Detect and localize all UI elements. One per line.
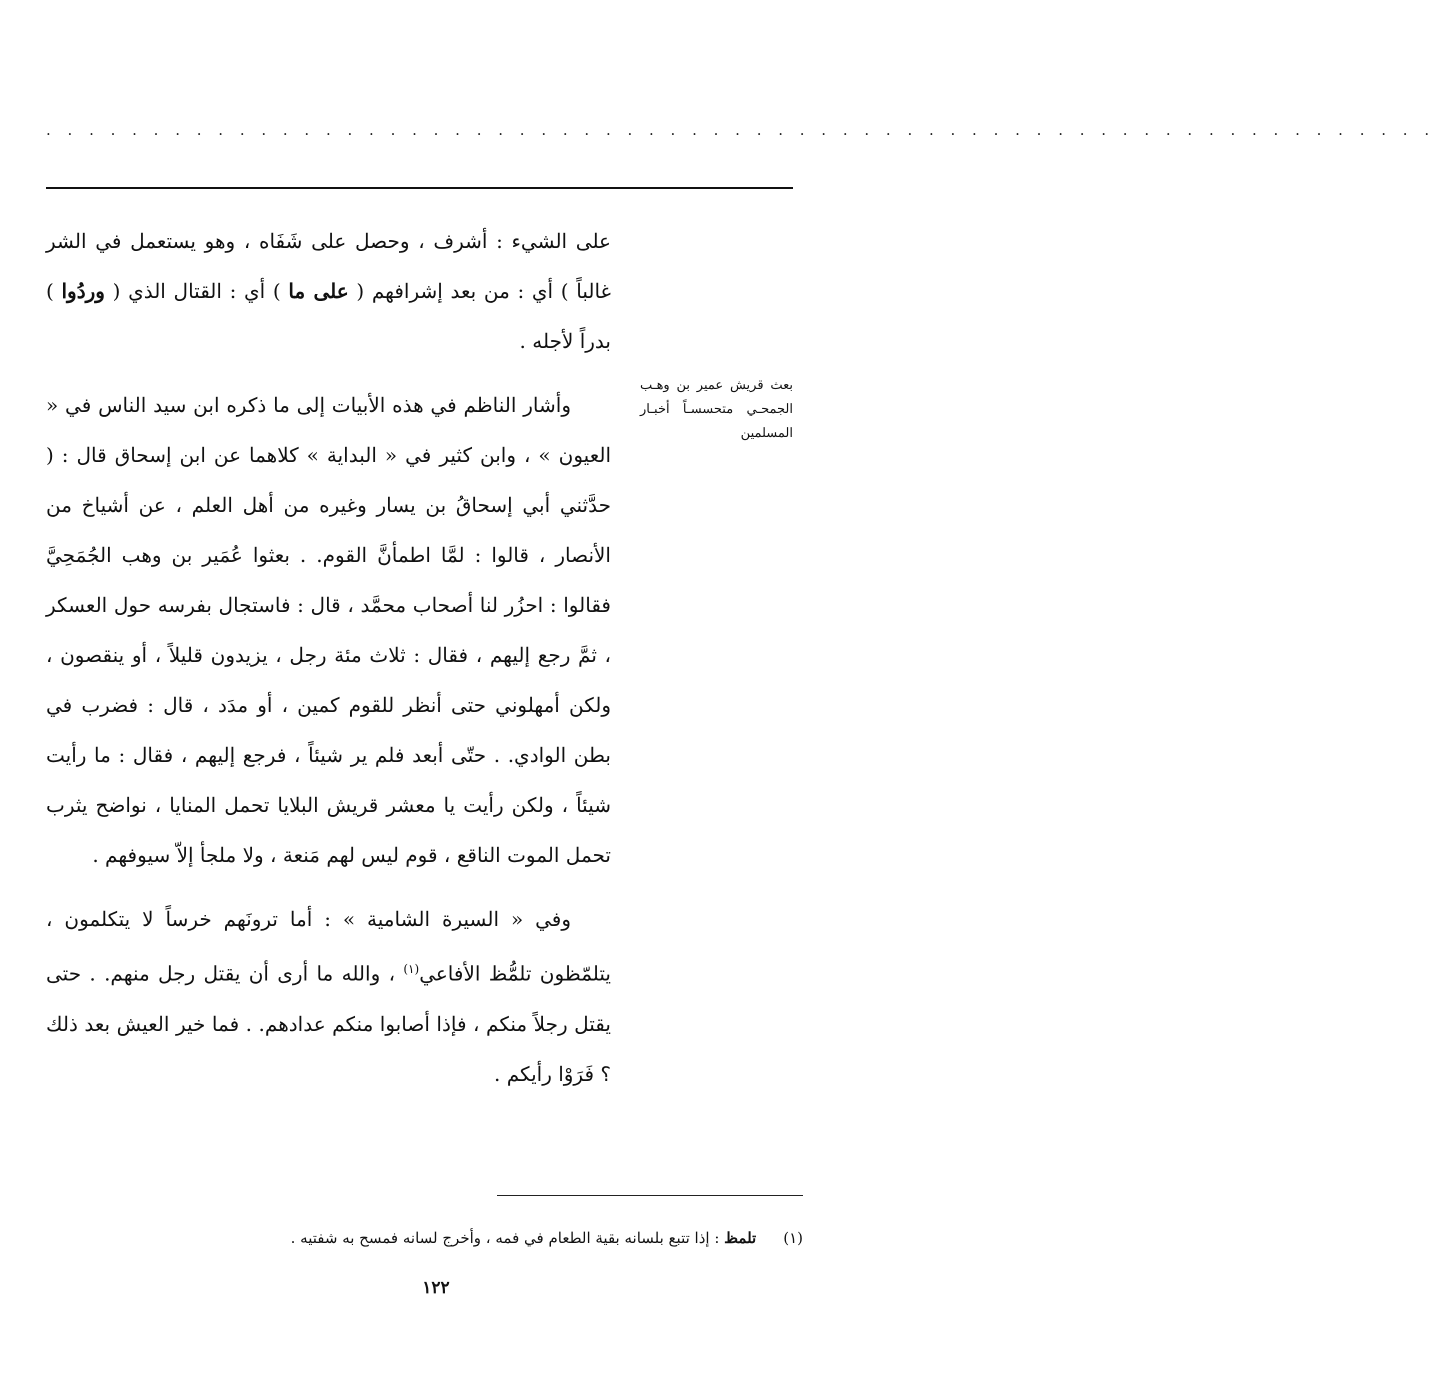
paragraph-two <box>46 894 611 1099</box>
header-dotted-line: . . . . . . . . . . . . . . . . . . . . . . . . . . . . . . . . . . . . . . . . . . . . . . . . . . . . . . . . . . . . . . . . . <box>46 121 1435 139</box>
intro-part2: ) أي : القتال الذي ( <box>112 279 281 303</box>
page-number: ١٢٢ <box>422 1278 450 1298</box>
paragraph-two-before-ref: وفي « السيرة الشامية » : أما ترونَهم خرساً لا يتكلمون ، يتلمّظون تلمُّظ الأفاعي <box>46 907 611 986</box>
margin-note: بعث قريش عمير بن وهـب الجمحـي متحسسـاً أخبـار المسلمين <box>640 378 793 441</box>
intro-paragraph <box>46 216 611 366</box>
intro-part3: ) بدراً لأجله . <box>46 279 611 353</box>
header-rule <box>46 187 793 189</box>
paragraph-one: وأشار الناظم في هذه الأبيات إلى ما ذكره ابن سيد الناس في « العيون » ، وابن كثير في « البداية » كلاهما عن ابن إسحاق قال : ( حدَّثني أبي إسحاقُ بن يسار وغيره من أهل العلم ، عن أشياخ من الأنصار ، قالوا : لمَّا اطمأنَّ القوم. . بعثوا عُمَير بن وهب الجُمَحِيَّ فقالوا : احزُر لنا أصحاب محمَّد ، قال : فاستجال بفرسه حول العسكر ، ثمَّ رجع إليهم ، فقال : ثلاث مئة رجل ، يزيدون قليلاً ، أو ينقصون ، ولكن أمهلوني حتى أنظر للقوم كمين ، أو مدَد ، قال : فضرب في بطن الوادي. . حتّى أبعد فلم ير شيئاً ، فرجع إليهم ، فقال : ما رأيت شيئاً ، ولكن رأيت يا معشر قريش البلايا تحمل المنايا ، نواضح يثرب تحمل الموت الناقع ، قوم ليس لهم مَنعة ، ولا ملجأ إلاّ سيوفهم . <box>46 393 611 867</box>
intro-bold-ala-ma: على ما <box>288 279 349 303</box>
footnote-reference: (١) <box>403 962 420 976</box>
footnote-keyword: تلمظ <box>724 1229 757 1247</box>
footnote-text: : إذا تتبع بلسانه بقية الطعام في فمه ، وأخرج لسانه فمسح به شفتيه . <box>290 1229 720 1247</box>
footnote <box>120 1224 803 1252</box>
paragraph-two-after-ref: ، والله ما أرى أن يقتل رجل منهم. . حتى يقتل رجلاً منكم ، فإذا أصابوا منكم عدادهم. . فما خير العيش بعد ذلك ؟ فَرَوْا رأيكم . <box>46 961 611 1086</box>
intro-bold-wardu: وردُوا <box>61 279 105 303</box>
footnote-rule <box>497 1195 803 1196</box>
intro-part1: على الشيء : أشرف ، وحصل على شَفَاه ، وهو يستعمل في الشر غالباً ) أي : من بعد إشرافهم ( <box>46 229 612 303</box>
main-text <box>46 216 611 1099</box>
footnote-number: (١) <box>783 1229 803 1247</box>
